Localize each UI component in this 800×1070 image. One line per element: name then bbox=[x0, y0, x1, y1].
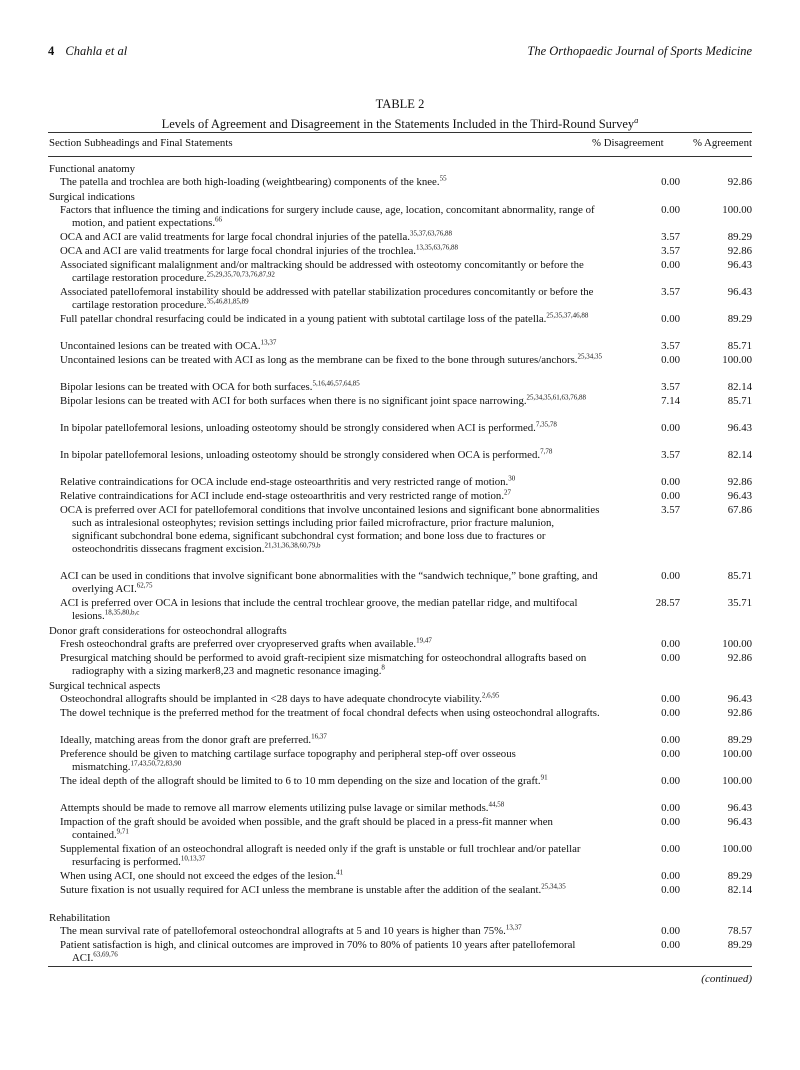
statement: Uncontained lesions can be treated with OCA. bbox=[60, 340, 261, 352]
agreement-value: 85.71 bbox=[727, 340, 752, 352]
table-caption bbox=[48, 96, 752, 132]
statement-text bbox=[48, 422, 602, 435]
agreement-value: 96.43 bbox=[727, 422, 752, 434]
reference-superscript: 66 bbox=[215, 215, 223, 224]
statement: Associated patellofemoral instability should be addressed with patellar stabilization procedures concomitantly or before the cartilage restoration procedure. bbox=[60, 286, 594, 311]
statement-text bbox=[48, 259, 602, 285]
section-heading: Surgical technical aspects bbox=[49, 680, 161, 692]
table-row bbox=[48, 652, 752, 679]
disagreement-value: 0.00 bbox=[661, 476, 680, 488]
disagreement-value: 0.00 bbox=[661, 638, 680, 650]
agreement-value: 82.14 bbox=[727, 884, 752, 896]
reference-superscript: 25,35,37,46,88 bbox=[546, 311, 589, 320]
reference-superscript: 44,58 bbox=[488, 800, 505, 809]
reference-superscript: 18,35,80,b,c bbox=[104, 608, 140, 617]
statement: Fresh osteochondral grafts are preferred over cryopreserved grafts when available. bbox=[60, 638, 417, 650]
table-label: TABLE 2 bbox=[375, 97, 425, 111]
journal-title: The Orthopaedic Journal of Sports Medicine bbox=[527, 44, 752, 58]
disagreement-value: 0.00 bbox=[661, 354, 680, 366]
statement: OCA and ACI are valid treatments for large focal chondral injuries of the trochlea. bbox=[60, 245, 416, 257]
disagreement-value: 0.00 bbox=[661, 652, 680, 664]
agreement-value: 92.86 bbox=[727, 245, 752, 257]
statement: Patient satisfaction is high, and clinical outcomes are improved in 70% to 80% of patients 10 years after patellofemoral ACI. bbox=[60, 939, 576, 964]
statement-text bbox=[48, 802, 602, 815]
agreement-value: 96.43 bbox=[727, 802, 752, 814]
agreement-value: 96.43 bbox=[727, 259, 752, 271]
disagreement-value: 0.00 bbox=[661, 313, 680, 325]
statement-text bbox=[48, 381, 602, 394]
statement: In bipolar patellofemoral lesions, unloading osteotomy should be strongly considered when OCA is performed. bbox=[60, 449, 541, 461]
agreement-value: 96.43 bbox=[727, 693, 752, 705]
disagreement-value: 0.00 bbox=[661, 693, 680, 705]
statement-text bbox=[48, 570, 602, 596]
disagreement-value: 0.00 bbox=[661, 884, 680, 896]
reference-superscript: 17,43,50,72,83,90 bbox=[130, 759, 182, 768]
table-row bbox=[48, 504, 752, 570]
column-header-statement: Section Subheadings and Final Statements bbox=[49, 137, 233, 149]
agreement-value: 92.86 bbox=[727, 707, 752, 719]
table-row bbox=[48, 734, 752, 748]
statement: ACI can be used in conditions that involve significant bone abnormalities with the “sandwich technique,” bone grafting, and overlying ACI. bbox=[60, 570, 598, 595]
reference-superscript: 25,34,35 bbox=[541, 882, 566, 891]
statement-text bbox=[48, 884, 602, 897]
statement-text bbox=[48, 652, 602, 678]
running-authors: Chahla et al bbox=[65, 44, 128, 58]
disagreement-value: 0.00 bbox=[661, 707, 680, 719]
statement-text bbox=[48, 245, 602, 258]
statement: Supplemental fixation of an osteochondral allograft is needed only if the graft is unstable or full trochlear and/or patellar resurfacing is performed. bbox=[60, 843, 581, 868]
disagreement-value: 0.00 bbox=[661, 422, 680, 434]
statement: The ideal depth of the allograft should be limited to 6 to 10 mm depending on the size and location of the graft. bbox=[60, 775, 541, 787]
agreement-value: 89.29 bbox=[727, 734, 752, 746]
table-row bbox=[48, 490, 752, 504]
statement-text bbox=[48, 176, 602, 189]
reference-superscript: 55 bbox=[439, 174, 447, 183]
statement-text bbox=[48, 816, 602, 842]
reference-superscript: 25,34,35,61,63,76,88 bbox=[526, 393, 587, 402]
statement: OCA is preferred over ACI for patellofemoral conditions that involve uncontained lesions and significant bone abnormalities such as intralesional osteophytes; revision settings including prior failed microfracture, prior fracture malunion, significant subchondral bone edema, significant subchondral cyst formation; and bone loss due to fractures or osteochondritis dissecans fragment excision. bbox=[60, 504, 600, 555]
agreement-value: 92.86 bbox=[727, 652, 752, 664]
table-row bbox=[48, 707, 752, 734]
table-row bbox=[48, 259, 752, 286]
reference-superscript: 16,37 bbox=[311, 732, 327, 741]
table-row bbox=[48, 884, 752, 911]
disagreement-value: 0.00 bbox=[661, 204, 680, 216]
statement-text bbox=[48, 707, 602, 720]
reference-superscript: 62,75 bbox=[136, 581, 153, 590]
agreement-value: 89.29 bbox=[727, 231, 752, 243]
agreement-value: 85.71 bbox=[727, 395, 752, 407]
reference-superscript: 13,35,63,76,88 bbox=[415, 243, 458, 252]
table-row bbox=[48, 939, 752, 966]
agreement-value: 85.71 bbox=[727, 570, 752, 582]
statement: In bipolar patellofemoral lesions, unloading osteotomy should be strongly considered when ACI is performed. bbox=[60, 422, 536, 434]
statement: Relative contraindications for ACI include end-stage osteoarthritis and very restricted range of motion. bbox=[60, 490, 505, 502]
disagreement-value: 3.57 bbox=[661, 286, 680, 298]
table-row bbox=[48, 231, 752, 245]
reference-superscript: 19,47 bbox=[416, 636, 432, 645]
table-row bbox=[48, 422, 752, 449]
statement: Suture fixation is not usually required for ACI unless the membrane is unstable after the addition of the sealant. bbox=[60, 884, 542, 896]
table-row bbox=[48, 775, 752, 802]
statement: Osteochondral allografts should be implanted in <28 days to have adequate chondrocyte viability. bbox=[60, 693, 482, 705]
table-row bbox=[48, 802, 752, 816]
statement-text bbox=[48, 340, 602, 353]
statement-text bbox=[48, 476, 602, 489]
agreement-value: 67.86 bbox=[727, 504, 752, 516]
statement-text bbox=[48, 204, 602, 230]
reference-superscript: 91 bbox=[540, 773, 548, 782]
statement-text bbox=[48, 354, 602, 367]
disagreement-value: 0.00 bbox=[661, 734, 680, 746]
agreement-value: 96.43 bbox=[727, 286, 752, 298]
table-row bbox=[48, 286, 752, 313]
disagreement-value: 0.00 bbox=[661, 775, 680, 787]
disagreement-value: 0.00 bbox=[661, 802, 680, 814]
disagreement-value: 0.00 bbox=[661, 816, 680, 828]
agreement-value: 78.57 bbox=[727, 925, 752, 937]
statement: OCA and ACI are valid treatments for large focal chondral injuries of the patella. bbox=[60, 231, 410, 243]
reference-superscript: 7,35,78 bbox=[535, 420, 557, 429]
agreement-value: 92.86 bbox=[727, 476, 752, 488]
table-row bbox=[48, 340, 752, 354]
agreement-value: 82.14 bbox=[727, 449, 752, 461]
statement-text bbox=[48, 925, 602, 938]
reference-superscript: 25,34,35 bbox=[577, 352, 603, 361]
statement-text bbox=[48, 231, 602, 244]
statement: Bipolar lesions can be treated with ACI for both surfaces when there is no significant joint space narrowing. bbox=[60, 395, 527, 407]
statement-text bbox=[48, 286, 602, 312]
reference-superscript: 63,69,76 bbox=[93, 950, 118, 959]
statement: Impaction of the graft should be avoided when possible, and the graft should be placed in a press-fit manner when contained. bbox=[60, 816, 553, 841]
table-row bbox=[48, 176, 752, 190]
disagreement-value: 0.00 bbox=[661, 259, 680, 271]
column-header-disagreement: % Disagreement bbox=[592, 137, 664, 149]
disagreement-value: 0.00 bbox=[661, 939, 680, 951]
statement: Uncontained lesions can be treated with ACI as long as the membrane can be fixed to the bone through sutures/anchors. bbox=[60, 354, 578, 366]
statement-text bbox=[48, 748, 602, 774]
agreement-value: 89.29 bbox=[727, 939, 752, 951]
table-header-rule bbox=[48, 156, 752, 157]
table-row bbox=[48, 204, 752, 231]
agreement-value: 100.00 bbox=[722, 775, 752, 787]
section-heading: Functional anatomy bbox=[49, 163, 136, 175]
reference-superscript: 21,31,36,38,60,79,b bbox=[264, 541, 321, 550]
running-header bbox=[48, 44, 752, 62]
reference-superscript: 41 bbox=[336, 868, 344, 877]
disagreement-value: 0.00 bbox=[661, 748, 680, 760]
statement: Associated significant malalignment and/or maltracking should be addressed with osteotomy concomitantly or before the cartilage restoration procedure. bbox=[60, 259, 584, 284]
reference-superscript: 8 bbox=[381, 663, 385, 672]
statement: ACI is preferred over OCA in lesions that include the central trochlear groove, the median patellar ridge, and multifocal lesions. bbox=[60, 597, 578, 622]
statement-text bbox=[48, 490, 602, 503]
reference-superscript: 9,71 bbox=[116, 827, 129, 836]
statement-text bbox=[48, 313, 602, 326]
caption-footnote-mark: a bbox=[634, 115, 639, 125]
table-row bbox=[48, 843, 752, 870]
agreement-value: 96.43 bbox=[727, 490, 752, 502]
agreement-value: 100.00 bbox=[722, 204, 752, 216]
disagreement-value: 28.57 bbox=[655, 597, 680, 609]
table-row bbox=[48, 570, 752, 597]
disagreement-value: 0.00 bbox=[661, 870, 680, 882]
table-row bbox=[48, 395, 752, 422]
statement: The dowel technique is the preferred method for the treatment of focal chondral defects when using osteochondral allografts. bbox=[60, 707, 600, 719]
reference-superscript: 25,29,35,70,73,76,87,92 bbox=[206, 270, 275, 279]
reference-superscript: 2,6,95 bbox=[481, 691, 500, 700]
section-heading: Rehabilitation bbox=[49, 912, 111, 924]
agreement-value: 82.14 bbox=[727, 381, 752, 393]
table-row bbox=[48, 597, 752, 624]
reference-superscript: 35,46,81,85,89 bbox=[206, 297, 249, 306]
reference-superscript: 13,37 bbox=[260, 338, 277, 347]
table-row bbox=[48, 870, 752, 884]
reference-superscript: 35,37,63,76,88 bbox=[409, 229, 452, 238]
statement-text bbox=[48, 504, 602, 556]
agreement-value: 100.00 bbox=[722, 354, 752, 366]
agreement-value: 35.71 bbox=[727, 597, 752, 609]
reference-superscript: 7,78 bbox=[540, 447, 553, 456]
disagreement-value: 0.00 bbox=[661, 925, 680, 937]
agreement-value: 96.43 bbox=[727, 816, 752, 828]
statement: Bipolar lesions can be treated with OCA for both surfaces. bbox=[60, 381, 313, 393]
statement-text bbox=[48, 939, 602, 965]
table-row bbox=[48, 381, 752, 395]
statement: Relative contraindications for OCA include end-stage osteoarthritis and very restricted range of motion. bbox=[60, 476, 509, 488]
statement: Full patellar chondral resurfacing could be indicated in a young patient with subtotal cartilage loss of the patella. bbox=[60, 313, 547, 325]
reference-superscript: 5,16,46,57,64,85 bbox=[312, 379, 360, 388]
disagreement-value: 7.14 bbox=[661, 395, 680, 407]
table-row bbox=[48, 748, 752, 775]
disagreement-value: 3.57 bbox=[661, 449, 680, 461]
table-top-rule bbox=[48, 132, 752, 133]
reference-superscript: 27 bbox=[504, 488, 512, 497]
statement: The patella and trochlea are both high-loading (weightbearing) components of the knee. bbox=[60, 176, 440, 188]
table-column-headers bbox=[48, 137, 752, 151]
disagreement-value: 3.57 bbox=[661, 245, 680, 257]
statement-text bbox=[48, 395, 602, 408]
disagreement-value: 3.57 bbox=[661, 504, 680, 516]
page-number: 4 bbox=[48, 44, 55, 58]
statement-text bbox=[48, 843, 602, 869]
statement: Factors that influence the timing and indications for surgery include cause, age, location, concomitant abnormality, range of motion, and patient expectations. bbox=[60, 204, 595, 229]
table-row bbox=[48, 816, 752, 843]
statement-text bbox=[48, 638, 602, 651]
statement: Attempts should be made to remove all marrow elements utilizing pulse lavage or similar methods. bbox=[60, 802, 489, 814]
statement: Preference should be given to matching cartilage surface topography and peripheral step-off over osseous mismatching. bbox=[60, 748, 516, 773]
statement: Presurgical matching should be performed to avoid graft-recipient size mismatching for osteochondral allografts based on radiography with a sizing marker8,23 and magnetic resonance imaging. bbox=[60, 652, 587, 677]
disagreement-value: 0.00 bbox=[661, 843, 680, 855]
statement: When using ACI, one should not exceed the edges of the lesion. bbox=[60, 870, 337, 882]
disagreement-value: 3.57 bbox=[661, 231, 680, 243]
section-heading: Surgical indications bbox=[49, 191, 135, 203]
disagreement-value: 0.00 bbox=[661, 176, 680, 188]
agreement-value: 89.29 bbox=[727, 870, 752, 882]
agreement-value: 89.29 bbox=[727, 313, 752, 325]
statement: The mean survival rate of patellofemoral osteochondral allografts at 5 and 10 years is higher than 75%. bbox=[60, 925, 506, 937]
statement-text bbox=[48, 693, 602, 706]
table-title: Levels of Agreement and Disagreement in the Statements Included in the Third-Round Survey$^a$ bbox=[161, 115, 639, 132]
statement: Ideally, matching areas from the donor graft are preferred. bbox=[60, 734, 312, 746]
table-body bbox=[48, 162, 752, 966]
agreement-value: 100.00 bbox=[722, 638, 752, 650]
statement-text bbox=[48, 449, 602, 462]
table-row bbox=[48, 449, 752, 476]
table-row bbox=[48, 354, 752, 381]
statement-text bbox=[48, 775, 602, 788]
agreement-value: 92.86 bbox=[727, 176, 752, 188]
statement-text bbox=[48, 870, 602, 883]
reference-superscript: 13,37 bbox=[505, 923, 522, 932]
reference-superscript: 10,13,37 bbox=[180, 854, 206, 863]
section-heading: Donor graft considerations for osteochondral allografts bbox=[49, 625, 287, 637]
table-bottom-rule bbox=[48, 966, 752, 967]
table-row bbox=[48, 638, 752, 652]
continued-note: (continued) bbox=[701, 973, 752, 985]
table-row bbox=[48, 313, 752, 340]
disagreement-value: 0.00 bbox=[661, 490, 680, 502]
table-row bbox=[48, 476, 752, 490]
disagreement-value: 3.57 bbox=[661, 381, 680, 393]
agreement-value: 100.00 bbox=[722, 843, 752, 855]
statement-text bbox=[48, 734, 602, 747]
column-header-agreement: % Agreement bbox=[692, 137, 752, 149]
agreement-value: 100.00 bbox=[722, 748, 752, 760]
statement-text bbox=[48, 597, 602, 623]
disagreement-value: 3.57 bbox=[661, 340, 680, 352]
table-row bbox=[48, 693, 752, 707]
disagreement-value: 0.00 bbox=[661, 570, 680, 582]
reference-superscript: 30 bbox=[508, 474, 516, 483]
table-row bbox=[48, 925, 752, 939]
table-row bbox=[48, 245, 752, 259]
